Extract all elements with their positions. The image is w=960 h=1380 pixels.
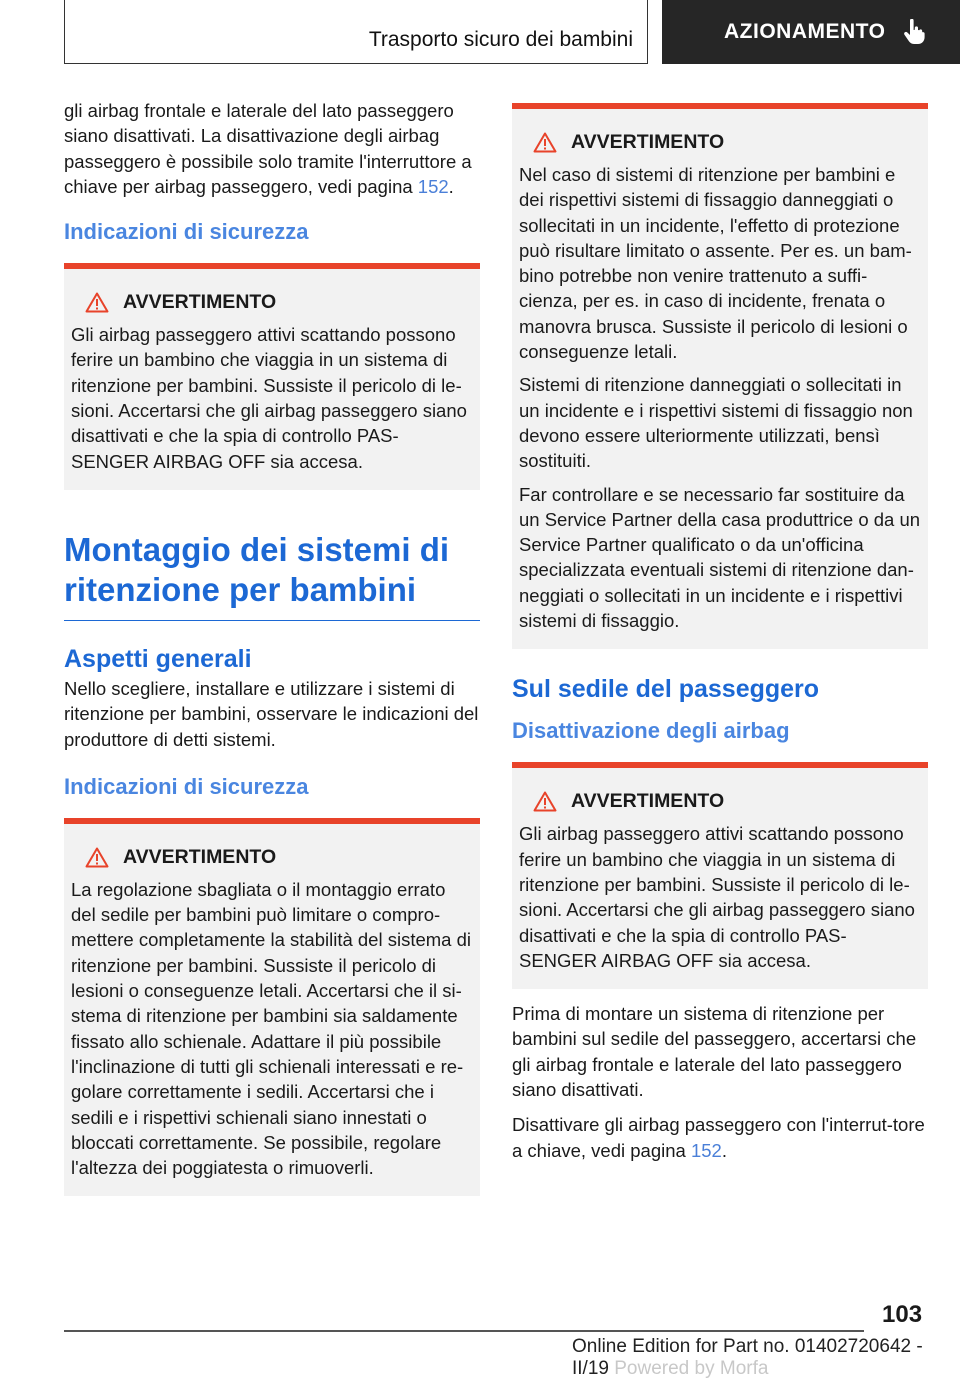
subsection-heading: Disattivazione degli airbag [512, 718, 790, 744]
warning-title: AVVERTIMENTO [519, 131, 921, 154]
left-column [64, 98, 480, 1196]
body-paragraph: Prima di montare un sistema di ritenzione per bambini sul sedile del passeggero, accertarsi che gli airbag frontale e laterale del lato passeggero siano disattivati. [512, 1003, 917, 1101]
page-number: 103 [882, 1301, 923, 1328]
warning-text: La regolazione sbagliata o il montaggio errato del sedile per bambini può limitare o compro-mettere completamente la stabilità del sistema di ritenzione per bambini. Sussiste il pericolo di lesioni o conseguenze letali. Accertarsi che il si-stema di ritenzione per bambini sia saldamente fissato allo schienale. Adattare il più possibile l'inclinazione di tutti gli schienali interessati e re-golare correttamente i sedili. Accertarsi che i sedili e i rispettivi schienali siano innestati o bloccati correttamente. Se possibile, regolare l'altezza dei poggiatesta o rimuoverli. [71, 878, 471, 1179]
warning-text: Nel caso di sistemi di ritenzione per bambini e dei rispettivi sistemi di fissaggio danneggiati o sollecitati in un incidente, l'effetto di protezione può risultare limitato o assente. Per es. un bam-bino potrebbe non venire trattenuto a suffi-cienza, per es. in caso di incidente, frenata o manovra brusca. Sussiste il pericolo di lesioni o conseguenze letali. [519, 164, 912, 363]
warning-title: AVVERTIMENTO [71, 846, 473, 869]
page-link[interactable]: 152 [690, 1139, 722, 1161]
hand-pointer-icon [903, 19, 925, 45]
section-heading: Aspetti generali [64, 644, 252, 673]
chapter-title: Montaggio dei sistemi di ritenzione per bambini [64, 530, 480, 621]
warning-triangle-icon [85, 292, 109, 313]
warning-text: Far controllare e se necessario far sostituire da un Service Partner della casa produttrice o da un Service Partner qualificato o da un'officina specializzata eventuali sistemi di ritenzione dan-neggiati o sollecitati in un incidente e i rispettivi sistemi di fissaggio. [519, 483, 921, 632]
warning-triangle-icon [85, 847, 109, 868]
header-section-box [64, 0, 648, 64]
warning-triangle-icon [533, 791, 557, 812]
right-column [512, 103, 928, 1173]
footer-edition [572, 1336, 960, 1380]
header-chapter-tab[interactable] [662, 0, 960, 64]
warning-box [512, 103, 928, 649]
warning-title: AVVERTIMENTO [71, 291, 473, 314]
safety-heading: Indicazioni di sicurezza [64, 773, 309, 799]
section-heading: Sul sedile del passeggero [512, 675, 820, 704]
warning-text: Gli airbag passeggero attivi scattando possono ferire un bambino che viaggia in un sistema di ritenzione per bambini. Sussiste il pericolo di le-sioni. Accertarsi che gli airbag passeggero siano disattivati e che la spia di controllo PAS-SENGER AIRBAG OFF sia accesa. [71, 324, 467, 472]
intro-paragraph: gli airbag frontale e laterale del lato passeggero siano disattivati. La disattivazione degli airbag passeggero è possibile solo tramite l'interruttore a chiave per airbag passeggero, vedi pagina 152. [64, 100, 472, 197]
header-chapter-label: AZIONAMENTO [724, 20, 886, 43]
edition-text: Online Edition for Part no. 01402720642 - II/19 [572, 1336, 923, 1379]
warning-text: Sistemi di ritenzione danneggiati o sollecitati in un incidente e i rispettivi sistemi di fissaggio non devono essere ulteriormente utilizzati, bensì sostituiti. [519, 374, 913, 472]
header-section-title: Trasporto sicuro dei bambini [368, 28, 633, 51]
general-paragraph: Nello scegliere, installare e utilizzare i sistemi di ritenzione per bambini, osservare le indicazioni del produttore di detti sistemi. [64, 677, 479, 750]
warning-triangle-icon [533, 132, 557, 153]
footer-divider [64, 1330, 864, 1332]
watermark-text: Powered by Morfa [608, 1358, 769, 1379]
safety-heading: Indicazioni di sicurezza [64, 219, 309, 245]
warning-box [64, 263, 480, 490]
page-link[interactable]: 152 [417, 175, 449, 197]
warning-box [512, 762, 928, 989]
warning-text: Gli airbag passeggero attivi scattando possono ferire un bambino che viaggia in un sistema di ritenzione per bambini. Sussiste il pericolo di le-sioni. Accertarsi che gli airbag passeggero siano disattivati e che la spia di controllo PAS-SENGER AIRBAG OFF sia accesa. [519, 823, 915, 971]
warning-title: AVVERTIMENTO [519, 790, 921, 813]
warning-box [64, 818, 480, 1197]
body-paragraph: Disattivare gli airbag passeggero con l'interrut-tore a chiave, vedi pagina 152. [512, 1114, 925, 1161]
